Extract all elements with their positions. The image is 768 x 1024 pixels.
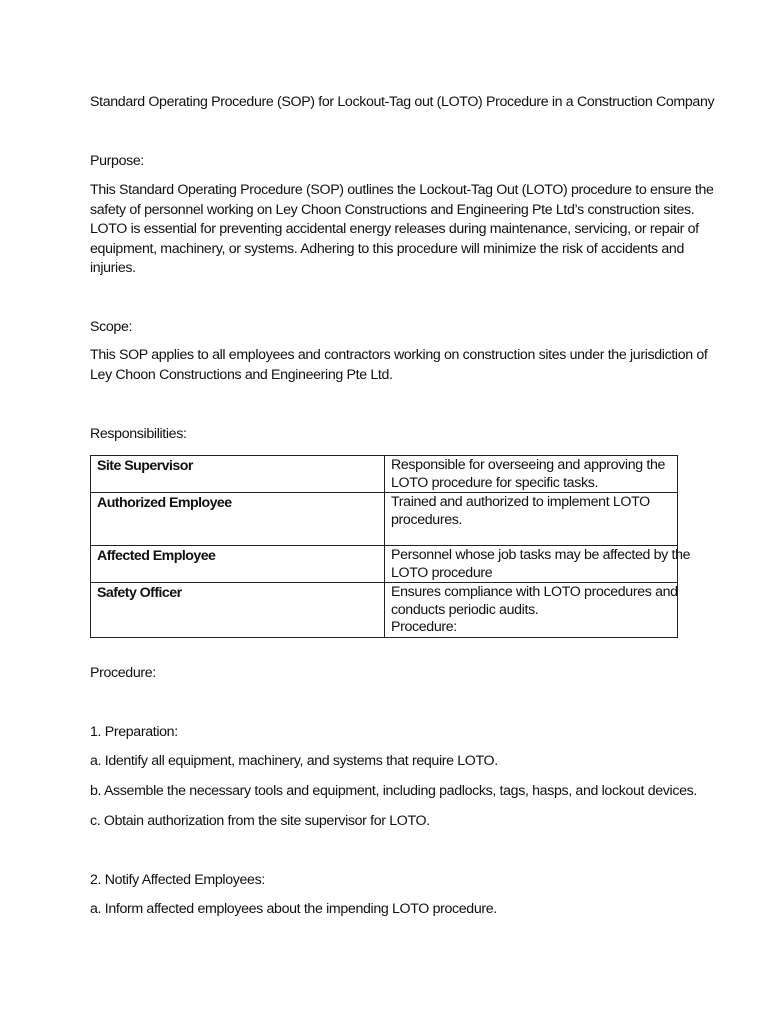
table-row [91,456,678,493]
description-line: Ensures compliance with LOTO procedures and [391,584,678,600]
procedure-heading: Procedure: [90,665,156,681]
role-cell: Authorized Employee [91,493,385,546]
table-row [91,546,678,583]
purpose-heading: Purpose: [90,153,144,169]
description-cell [385,583,678,638]
scope-line: Ley Choon Constructions and Engineering Pte Ltd. [90,366,393,383]
description-line: Personnel whose job tasks may be affected by the [391,547,691,563]
purpose-line: LOTO is essential for preventing accidental energy releases during maintenance, servicing, or repair of [90,221,699,237]
purpose-paragraph [90,181,714,279]
role-cell: Safety Officer [91,583,385,638]
step-1-item: b. Assemble the necessary tools and equipment, including padlocks, tags, hasps, and lockout devices. [90,783,697,799]
step-1-item: a. Identify all equipment, machinery, and systems that require LOTO. [90,753,498,769]
description-line: LOTO procedure [391,564,493,581]
scope-heading: Scope: [90,319,133,335]
responsibilities-table [90,455,691,638]
description-line: conducts periodic audits. [391,601,539,618]
role-cell: Site Supervisor [91,456,385,493]
description-line: Trained and authorized to implement LOTO [391,494,650,510]
description-line: Procedure: [391,619,457,635]
step-1-heading: 1. Preparation: [90,724,178,740]
purpose-line: This Standard Operating Procedure (SOP) outlines the Lockout-Tag Out (LOTO) procedure to ensure the [90,182,714,198]
description-cell [385,493,678,546]
table-row [91,583,678,638]
description-line: procedures. [391,511,463,528]
responsibilities-heading: Responsibilities: [90,426,187,442]
scope-line: This SOP applies to all employees and contractors working on construction sites under the jurisdiction of [90,347,708,363]
step-1-item: c. Obtain authorization from the site supervisor for LOTO. [90,813,430,829]
step-2-heading: 2. Notify Affected Employees: [90,872,265,888]
description-line: LOTO procedure for specific tasks. [391,474,599,491]
table-row [91,493,678,546]
step-2-item: a. Inform affected employees about the impending LOTO procedure. [90,901,497,917]
description-cell [385,546,691,583]
role-cell: Affected Employee [91,546,385,583]
description-line: Responsible for overseeing and approving the [391,457,666,473]
scope-paragraph [90,346,708,385]
description-cell [385,456,678,493]
purpose-line: injuries. [90,260,136,276]
purpose-line: safety of personnel working on Ley Choon Constructions and Engineering Pte Ltd’s construction sites. [90,201,695,218]
document-title: Standard Operating Procedure (SOP) for Lockout-Tag out (LOTO) Procedure in a Construction Company [90,94,715,110]
purpose-line: equipment, machinery, or systems. Adhering to this procedure will minimize the risk of accidents and [90,240,684,257]
